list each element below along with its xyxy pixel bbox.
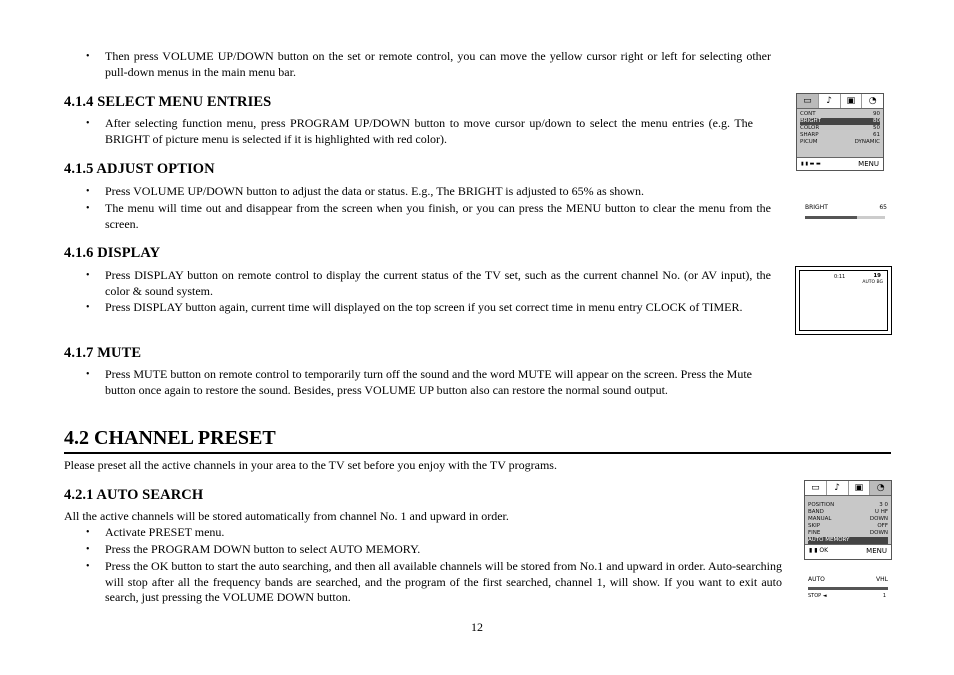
bullet-glyph: • xyxy=(86,369,90,380)
list-item xyxy=(64,367,754,398)
osd-auto-search-illustration xyxy=(808,576,888,602)
osd-menu-row: SHARP 61 xyxy=(800,132,880,138)
osd-display-time: 0:11 xyxy=(834,274,846,280)
osd-nav-hints: ▮ ▮ ▬ ▬ xyxy=(801,160,821,167)
sound-tab-icon: ♪ xyxy=(819,94,841,108)
osd-display-channel: 19 xyxy=(873,273,881,279)
osd-menu-row-selected: BRIGHT 80 xyxy=(800,118,880,124)
osd-menu-row: MANUAL DOWN xyxy=(808,516,888,522)
osd-nav-hints: ▮ ▮ OK xyxy=(809,547,829,554)
osd-bright-bar-illustration xyxy=(805,204,887,224)
osd-auto-channel-number: 1 xyxy=(882,593,886,599)
bullet-glyph: • xyxy=(86,118,90,129)
list-item xyxy=(64,525,782,541)
list-item-text: Press the PROGRAM DOWN button to select AUTO MEMORY. xyxy=(105,542,421,556)
tv-tab-icon: ▣ xyxy=(841,94,863,108)
osd-menu-row: POSITION 3 0 xyxy=(808,502,888,508)
list-item-text: Press VOLUME UP/DOWN button to adjust the data or status. E.g., The BRIGHT is adjusted to 65% as shown. xyxy=(105,184,644,198)
osd-menu-row: CONT 90 xyxy=(800,111,880,117)
list-item xyxy=(64,116,771,147)
osd-menu-row: PICUM DYNAMIC xyxy=(800,139,880,145)
bullet-glyph: • xyxy=(86,527,90,538)
osd-menu-row: FINE DOWN xyxy=(808,530,888,536)
osd-display-screen-illustration xyxy=(795,266,892,335)
osd-bright-value: 65 xyxy=(879,204,887,211)
list-item-text: The menu will time out and disappear from the screen when you finish, or you can press the MENU button to clear the menu from the screen. xyxy=(105,201,771,231)
section-heading-4-1-7: 4.1.7 MUTE xyxy=(64,345,142,361)
osd-bright-fill xyxy=(805,216,857,219)
bullet-glyph: • xyxy=(86,544,90,555)
list-item xyxy=(64,201,771,232)
list-item xyxy=(64,268,771,299)
bullet-glyph: • xyxy=(86,186,90,197)
osd-auto-label: AUTO xyxy=(808,576,825,583)
osd-auto-stop-hint: STOP ◄ xyxy=(808,593,827,599)
osd-menu-footer xyxy=(805,544,891,556)
osd-display-system: AUTO BG xyxy=(862,280,883,285)
page-number: 12 xyxy=(471,620,483,634)
list-item-text: Then press VOLUME UP/DOWN button on the set or remote control, you can move the yellow cursor right or left for selecting other pull-down menus in the main menu bar. xyxy=(105,49,771,79)
osd-auto-progress-bar xyxy=(808,587,888,590)
osd-menu-row: BAND U HF xyxy=(808,509,888,515)
bullet-glyph: • xyxy=(86,302,90,313)
section-heading-4-2-1: 4.2.1 AUTO SEARCH xyxy=(64,487,204,503)
section-heading-4-1-4: 4.1.4 SELECT MENU ENTRIES xyxy=(64,94,272,110)
osd-preset-menu-illustration xyxy=(804,480,892,560)
list-item-text: After selecting function menu, press PROGRAM UP/DOWN button to move cursor up/down to select the menu entries (e.g. The BRIGHT of picture menu is selected if it is highlighted with red color). xyxy=(105,116,753,146)
bullet-glyph: • xyxy=(86,203,90,214)
osd-menu-row: COLOR 50 xyxy=(800,125,880,131)
osd-menu-footer xyxy=(797,157,883,169)
list-item xyxy=(64,559,782,606)
auto-search-paragraph: All the active channels will be stored automatically from channel No. 1 and upward in order. xyxy=(64,509,509,523)
osd-menu-tabbar xyxy=(805,481,891,496)
list-item-text: Press MUTE button on remote control to temporarily turn off the sound and the word MUTE will appear on the screen. Press the Mute button once again to restore the sound. Besides, press VOLUME UP button also can restore the normal sound output. xyxy=(105,367,752,397)
list-item-text: Press the OK button to start the auto searching, and then all available channels will be stored from No.1 and upward in order. Auto-searching will stop after all the frequency bands are searched, and the program of the first searched, channel 1, will show. If you want to exit auto search, just pressing the VOLUME DOWN button. xyxy=(105,559,782,604)
bullet-glyph: • xyxy=(86,51,90,62)
timer-tab-icon: ◔ xyxy=(870,481,891,495)
intro-paragraph: Please preset all the active channels in your area to the TV set before you enjoy with the TV programs. xyxy=(64,458,557,472)
bullet-glyph: • xyxy=(86,561,90,572)
osd-menu-row: SKIP OFF xyxy=(808,523,888,529)
osd-menu-label: MENU xyxy=(858,159,879,168)
list-item-text: Press DISPLAY button on remote control to display the current status of the TV set, such as the current channel No. (or AV input), the color & sound system. xyxy=(105,268,771,298)
osd-menu-tabbar xyxy=(797,94,883,109)
picture-tab-icon: ▭ xyxy=(805,481,827,495)
osd-menu-entries xyxy=(797,109,883,157)
osd-menu-label: MENU xyxy=(866,546,887,555)
heading-rule xyxy=(64,452,891,454)
list-item-text: Activate PRESET menu. xyxy=(105,525,225,539)
osd-auto-band: VHL xyxy=(876,576,888,583)
osd-bright-label: BRIGHT xyxy=(805,204,828,211)
osd-menu-entries xyxy=(805,496,891,544)
list-item xyxy=(64,184,771,200)
list-item xyxy=(64,300,771,316)
section-heading-4-1-6: 4.1.6 DISPLAY xyxy=(64,245,161,261)
list-item-text: Press DISPLAY button again, current time will displayed on the top screen if you set correct time in menu entry CLOCK of TIMER. xyxy=(105,300,743,314)
sound-tab-icon: ♪ xyxy=(827,481,849,495)
tv-tab-icon: ▣ xyxy=(849,481,871,495)
list-item xyxy=(64,49,771,80)
osd-menu-row-selected: AUTO MEMORY xyxy=(808,537,888,544)
chapter-heading-4-2: 4.2 CHANNEL PRESET xyxy=(64,427,276,449)
section-heading-4-1-5: 4.1.5 ADJUST OPTION xyxy=(64,161,215,177)
timer-tab-icon: ◔ xyxy=(868,96,877,106)
list-item xyxy=(64,542,782,558)
picture-tab-icon: ▭ xyxy=(797,94,819,108)
osd-picture-menu-illustration xyxy=(796,93,884,171)
bullet-glyph: • xyxy=(86,270,90,281)
